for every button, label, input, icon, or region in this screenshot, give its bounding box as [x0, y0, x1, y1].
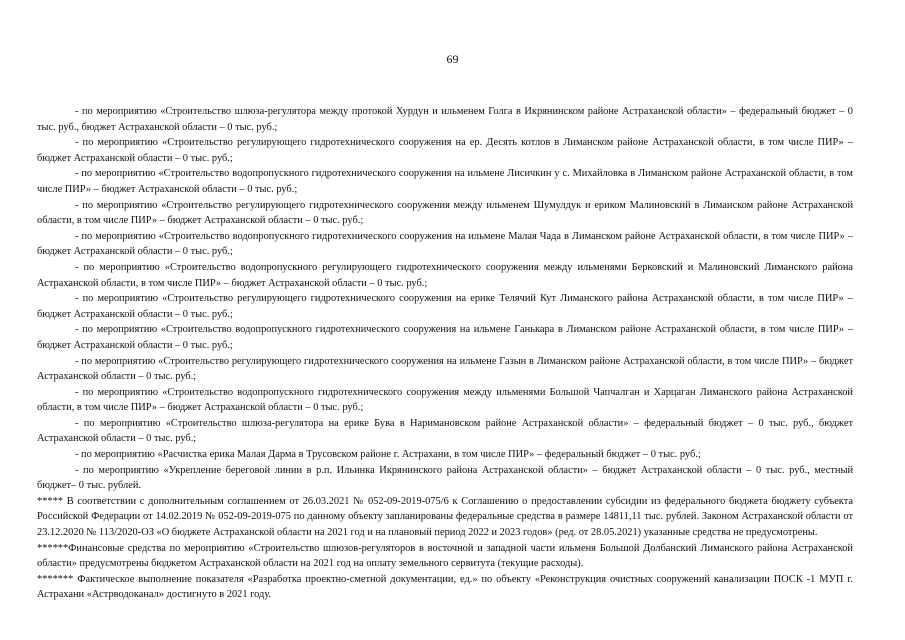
list-item: - по мероприятию «Строительство регулирующего гидротехнического сооружения на ерике Телячий Кут Лиманского района Астраханской области, в том числе ПИР» – бюджет Астраханской области – 0 тыс. руб.; — [37, 293, 853, 320]
list-item: - по мероприятию «Строительство регулирующего гидротехнического сооружения между ильменем Шумулдук и ериком Малиновский в Лиманском районе Астраханской области, в том числе ПИР» – бюджет Астраханской области – 0 тыс. руб.; — [37, 199, 853, 227]
document-body — [37, 104, 853, 603]
list-item: - по мероприятию «Строительство регулирующего гидротехнического сооружения на ер. Десять котлов в Лиманском районе Астраханской области, в том числе ПИР» – бюджет Астраханской области – 0 тыс. руб.; — [37, 137, 853, 164]
list-item: - по мероприятию «Строительство шлюза-регулятора между протокой Хурдун и ильменем Голга в Икрянинском районе Астраханской области» – федеральный бюджет – 0 тыс. руб., бюджет Астраханской области – 0 тыс. руб.; — [37, 106, 853, 133]
footnote: ******* Фактическое выполнение показателя «Разработка проектно-сметной документации, ед.» по объекту «Реконструкция очистных сооружений канализации ПОСК -1 МУП г. Астрахани «Астрводоканал» достигнуто в 2021 году. — [37, 573, 853, 601]
list-item: - по мероприятию «Строительство водопропускного гидротехнического сооружения между ильменями Большой Чапчалган и Харцаган Лиманского района Астраханской области, в том числе ПИР» – бюджет Астраханской области – 0 тыс. руб.; — [37, 386, 853, 414]
list-item: - по мероприятию «Строительство водопропускного гидротехнического сооружения на ильмене Лисичкин у с. Михайловка в Лиманском районе Астраханской области, в том числе ПИР» – бюджет Астраханской области – 0 тыс. руб.; — [37, 168, 853, 195]
list-item: - по мероприятию «Расчистка ерика Малая Дарма в Трусовском районе г. Астрахани, в том числе ПИР» – федеральный бюджет – 0 тыс. руб.; — [75, 449, 701, 461]
list-item: - по мероприятию «Строительство регулирующего гидротехнического сооружения на ильмене Газын в Лиманском районе Астраханской области, в том числе ПИР» – бюджет Астраханской области – 0 тыс. руб.; — [37, 355, 853, 383]
footnote: ******Финансовые средства по мероприятию «Строительство шлюзов-регуляторов в восточной и западной части ильменя Большой Долбанский Лиманского района Астраханской области» предусмотрены бюджетом Астраханской области на 2021 год на оплату земельного сервитута (текущие расходы). — [37, 542, 853, 570]
footnote: ***** В соответствии с дополнительным соглашением от 26.03.2021 № 052-09-2019-075/6 к Соглашению о предоставлении субсидии из федерального бюджета бюджету субъекта Российской Федерации от 14.02.2019 № 052-09-2019-075 по данному объекту запланированы федеральные средства в размере 14811,11 тыс. рублей. Законом Астраханской области от 23.12.2020 № 113/2020-ОЗ «О бюджете Астраханской области на 2021 год и на плановый период 2022 и 2023 годов» (ред. от 28.05.2021) указанные средства не предусмотрены. — [37, 495, 853, 539]
list-item: - по мероприятию «Укрепление береговой линии в р.п. Ильинка Икрянинского района Астраханской области» – бюджет Астраханской области – 0 тыс. руб., местный бюджет– 0 тыс. рублей. — [37, 464, 853, 492]
list-item: - по мероприятию «Строительство шлюза-регулятора на ерике Бува в Наримановском районе Астраханской области» – федеральный бюджет – 0 тыс. руб., бюджет Астраханской области – 0 тыс. руб.; — [37, 417, 853, 445]
page-number: 69 — [446, 52, 459, 66]
list-item: - по мероприятию «Строительство водопропускного гидротехнического сооружения на ильмене Малая Чада в Лиманском районе Астраханской области, в том числе ПИР» – бюджет Астраханской области – 0 тыс. руб.; — [37, 230, 853, 258]
list-item: - по мероприятию «Строительство водопропускного регулирующего гидротехнического сооружения между ильменями Берковский и Малиновский Лиманского района Астраханской области, в том числе ПИР» – бюджет Астраханской области – 0 тыс. руб.; — [37, 261, 853, 289]
list-item: - по мероприятию «Строительство водопропускного гидротехнического сооружения на ильмене Ганькара в Лиманском районе Астраханской области, в том числе ПИР» – бюджет Астраханской области – 0 тыс. руб.; — [37, 324, 853, 351]
